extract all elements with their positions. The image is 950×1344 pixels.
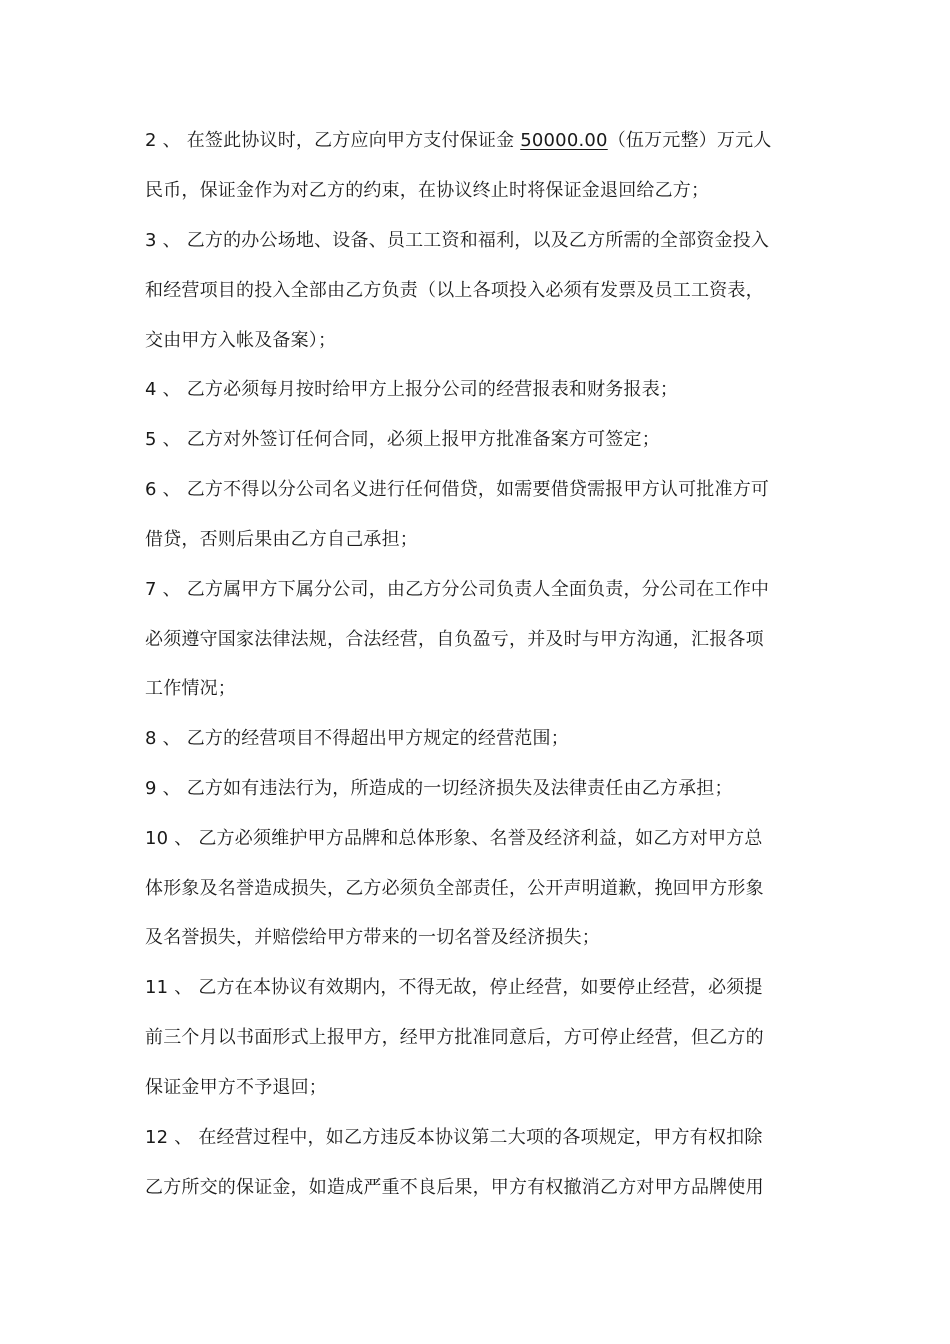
deposit-amount: 50000.00 xyxy=(520,130,608,151)
clause-9-line-1: 9 、 乙方如有违法行为，所造成的一切经济损失及法律责任由乙方承担； xyxy=(145,778,733,799)
clause-5-line-1: 5 、 乙方对外签订任何合同，必须上报甲方批准备案方可签定； xyxy=(145,429,660,450)
clause-6-line-1: 6 、 乙方不得以分公司名义进行任何借贷，如需要借贷需报甲方认可批准方可 xyxy=(145,479,770,500)
clause-11-line-2: 前三个月以书面形式上报甲方，经甲方批准同意后，方可停止经营，但乙方的 xyxy=(145,1027,764,1048)
clause-2-text-post: （伍万元整）万元人 xyxy=(607,130,772,151)
clause-7-line-2: 必须遵守国家法律法规，合法经营，自负盈亏，并及时与甲方沟通，汇报各项 xyxy=(145,629,764,650)
clause-2-text-pre: 2 、 在签此协议时，乙方应向甲方支付保证金 xyxy=(145,130,521,151)
clause-10-line-3: 及名誉损失，并赔偿给甲方带来的一切名誉及经济损失； xyxy=(145,927,600,948)
clause-11-line-1: 11 、 乙方在本协议有效期内，不得无故，停止经营，如要停止经营，必须提 xyxy=(145,977,763,998)
clause-12-line-2: 乙方所交的保证金，如造成严重不良后果，甲方有权撤消乙方对甲方品牌使用 xyxy=(145,1177,764,1198)
clause-12-line-1: 12 、 在经营过程中，如乙方违反本协议第二大项的各项规定，甲方有权扣除 xyxy=(145,1127,763,1148)
clause-3-line-1: 3 、 乙方的办公场地、设备、员工工资和福利，以及乙方所需的全部资金投入 xyxy=(145,230,770,251)
clause-8-line-1: 8 、 乙方的经营项目不得超出甲方规定的经营范围； xyxy=(145,728,569,749)
clause-7-line-3: 工作情况； xyxy=(145,678,236,699)
clause-10-line-2: 体形象及名誉造成损失，乙方必须负全部责任，公开声明道歉，挽回甲方形象 xyxy=(145,878,764,899)
clause-2-line-2: 民币，保证金作为对乙方的约束，在协议终止时将保证金退回给乙方； xyxy=(145,180,710,201)
clause-3-line-2: 和经营项目的投入全部由乙方负责（以上各项投入必须有发票及员工工资表， xyxy=(145,280,764,301)
clause-7-line-1: 7 、 乙方属甲方下属分公司，由乙方分公司负责人全面负责，分公司在工作中 xyxy=(145,579,770,600)
clause-3-line-3: 交由甲方入帐及备案）； xyxy=(145,330,337,351)
clause-2-line-1 xyxy=(145,127,825,155)
clause-6-line-2: 借贷，否则后果由乙方自己承担； xyxy=(145,529,418,550)
clause-11-line-3: 保证金甲方不予退回； xyxy=(145,1077,327,1098)
clause-4-line-1: 4 、 乙方必须每月按时给甲方上报分公司的经营报表和财务报表； xyxy=(145,379,679,400)
clause-10-line-1: 10 、 乙方必须维护甲方品牌和总体形象、名誉及经济利益，如乙方对甲方总 xyxy=(145,828,763,849)
